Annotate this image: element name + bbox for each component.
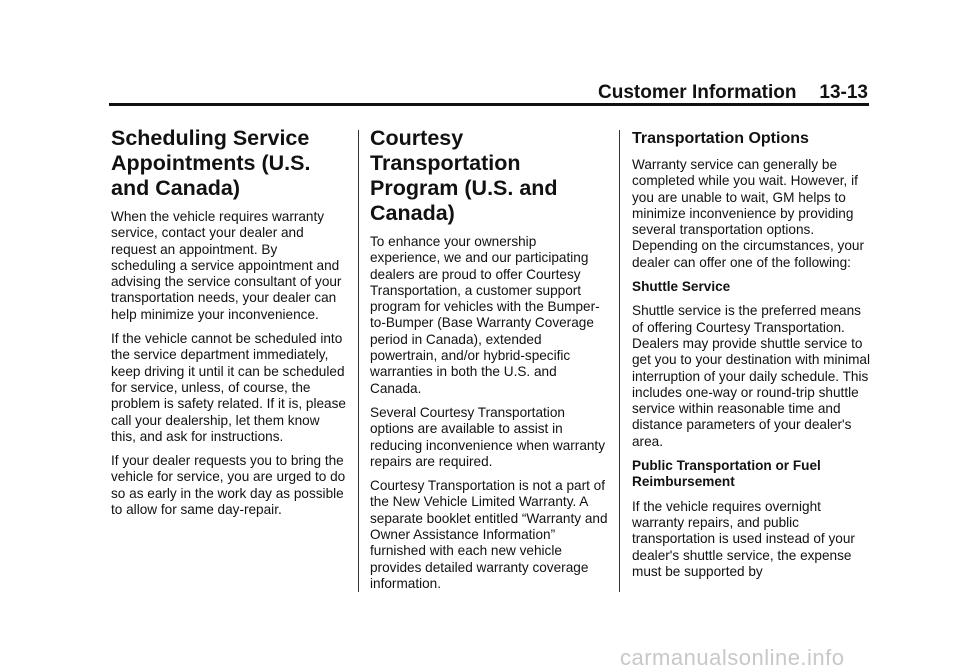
paragraph: If the vehicle requires overnight warranty repairs, and public transportation is used instead of your dealer's shuttle service, the expense must be supported by [632,498,855,579]
paragraph: To enhance your ownership experience, we and our participating dealers are proud to offer Courtesy Transportation, a customer support program for vehicles with the Bumper-to-Bumper (Base Warranty Coverage period in Canada), extended powertrain, and/or hybrid-specific warranties in both the U.S. and Canada. [370,234,600,396]
subheading-public-transportation: Public Transportation or Fuel Reimbursement [632,458,821,490]
paragraph: Shuttle service is the preferred means of offering Courtesy Transportation. Dealers may provide shuttle service to get you to your destination with minimal interruption of your daily schedule. This includes one-way or round-trip shuttle service within reasonable time and distance parameters of your dealer's area. [632,303,871,449]
heading-scheduling-service: Scheduling Service Appointments (U.S. and Canada) [111,126,311,200]
paragraph: Warranty service can generally be completed while you wait. However, if you are unable to wait, GM helps to minimize inconvenience by providing several transportation options. Depending on the circumstances, your dealer can offer one of the following: [632,157,864,270]
column-transportation-options [632,126,870,588]
heading-transportation-options: Transportation Options [632,130,809,147]
paragraph: If your dealer requests you to bring the vehicle for service, you are urged to do so as early in the work day as possible to allow for same day-repair. [111,453,346,518]
header-rule [109,103,869,106]
section-title: Customer Information [598,82,797,103]
column-divider [358,130,359,592]
paragraph: When the vehicle requires warranty service, contact your dealer and request an appointment. By scheduling a service appointment and advising the service consultant of your transportation needs, your dealer can help minimize your inconvenience. [111,209,342,322]
column-scheduling-service [111,126,346,526]
column-divider [619,130,620,592]
page-number: 13-13 [819,82,868,103]
heading-courtesy-transportation: Courtesy Transportation Program (U.S. and Canada) [370,126,558,225]
watermark-text: carmanualsonline.info [620,645,845,670]
subheading-shuttle-service: Shuttle Service [632,279,731,295]
paragraph: Courtesy Transportation is not a part of the New Vehicle Limited Warranty. A separate booklet entitled “Warranty and Owner Assistance Information” furnished with each new vehicle provides detailed warranty coverage information. [370,478,608,591]
column-courtesy-transportation [370,126,608,600]
paragraph: Several Courtesy Transportation options are available to assist in reducing inconvenience when warranty repairs are required. [370,404,606,469]
paragraph: If the vehicle cannot be scheduled into the service department immediately, keep driving it until it can be scheduled for service, unless, of course, the problem is safety related. If it is, please call your dealership, let them know this, and ask for instructions. [111,331,346,444]
